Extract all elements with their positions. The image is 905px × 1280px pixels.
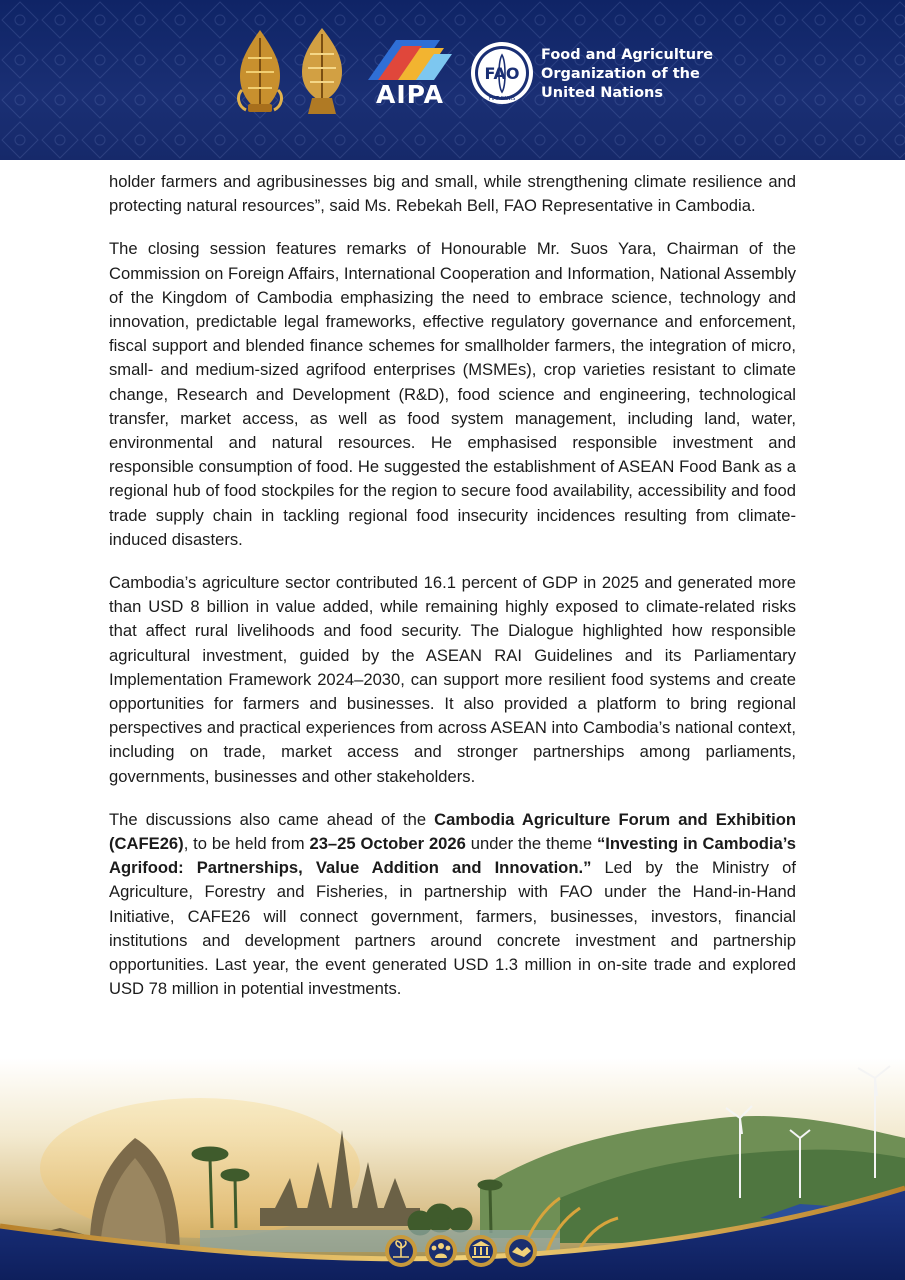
handshake-icon bbox=[505, 1235, 537, 1267]
plant-in-hand-icon bbox=[385, 1235, 417, 1267]
text-run: , to be held from bbox=[183, 834, 310, 854]
paragraph-cafe26 bbox=[109, 808, 796, 1002]
paragraph-quote-continuation: holder farmers and agribusinesses big and small, while strengthening climate resilience and protecting natural resources”, said Ms. Rebekah Bell, FAO Representative in Cambodia. bbox=[109, 172, 796, 216]
aipa-logo-mark bbox=[368, 40, 452, 80]
fao-emblem-logo bbox=[471, 42, 533, 104]
page-footer-banner bbox=[0, 1058, 905, 1280]
article-body bbox=[109, 170, 796, 1021]
people-group-icon bbox=[425, 1235, 457, 1267]
fao-organization-name bbox=[541, 46, 713, 103]
event-theme: “Investing in Cambodia’s Agrifood: Partnerships, Value Addition and Innovation.” bbox=[109, 834, 796, 878]
text-run: Led by the Ministry of Agriculture, Forestry and Fisheries, in partnership with FAO under the Hand-in-Hand Initiative, CAFE26 will connect government, farmers, businesses, investors, financial institutions and development partners around concrete investment and partnership opportunities. Last year, the event generated USD 1.3 million in on-site trade and explored USD 78 million in potential investments. bbox=[109, 858, 797, 999]
fao-name-line: United Nations bbox=[541, 85, 663, 101]
event-dates: 23–25 October 2026 bbox=[309, 834, 466, 854]
aipa-logo-text: AIPA bbox=[375, 80, 445, 109]
paragraph-closing-session: The closing session features remarks of Honourable Mr. Suos Yara, Chairman of the Commission on Foreign Affairs, International Cooperation and Information, National Assembly of the Kingdom of Cambodia emphasizing the need to embrace science, technology and innovation, predictable legal frameworks, effective regulatory governance and enforcement, fiscal support and blended finance schemes for smallholder farmers, the integration of micro, small- and medium-sized agrifood enterprises (MSMEs), crop varieties resistant to climate change, Research and Development (R&D), food science and engineering, technological transfer, market access, as well as food system management, including land, water, environmental and natural resources. He emphasised responsible investment and responsible consumption of food. He suggested the establishment of ASEAN Food Bank as a regional hub of food stockpiles for the region to secure food availability, accessibility and food trade supply chain in tackling regional food insecurity incidences resulting from climate-induced disasters. bbox=[109, 239, 796, 549]
event-name: Cambodia Agriculture Forum and Exhibition (CAFE26) bbox=[109, 809, 796, 854]
cambodia-royal-emblem-logo bbox=[239, 30, 282, 112]
page-header bbox=[0, 0, 905, 160]
footer-landscape-illustration bbox=[0, 1058, 905, 1280]
institution-building-icon bbox=[465, 1235, 497, 1267]
paragraph-agriculture-sector: Cambodia’s agriculture sector contributed 16.1 percent of GDP in 2025 and generated more than USD 8 billion in value added, while remaining highly exposed to climate-related risks that affect rural livelihoods and food security. The Dialogue highlighted how responsible agricultural investment, guided by the ASEAN RAI Guidelines and its Parliamentary Implementation Framework 2024–2030, can support more resilient food systems and create opportunities for farmers and businesses. It also provided a platform to bring regional perspectives and practical experiences from across ASEAN into Cambodia’s national context, including on trade, market access and stronger partnerships among parliaments, governments, businesses and other stakeholders. bbox=[109, 573, 796, 786]
fao-name-line: Food and Agriculture bbox=[541, 47, 714, 63]
text-run: under the theme bbox=[465, 834, 597, 854]
text-run: The discussions also came ahead of the bbox=[109, 809, 435, 829]
fao-name-line: Organization of the bbox=[541, 66, 700, 82]
svg-text:FIAT PANIS: FIAT PANIS bbox=[488, 96, 516, 102]
svg-text:FAO: FAO bbox=[484, 64, 520, 83]
national-assembly-emblem-logo bbox=[302, 28, 342, 114]
